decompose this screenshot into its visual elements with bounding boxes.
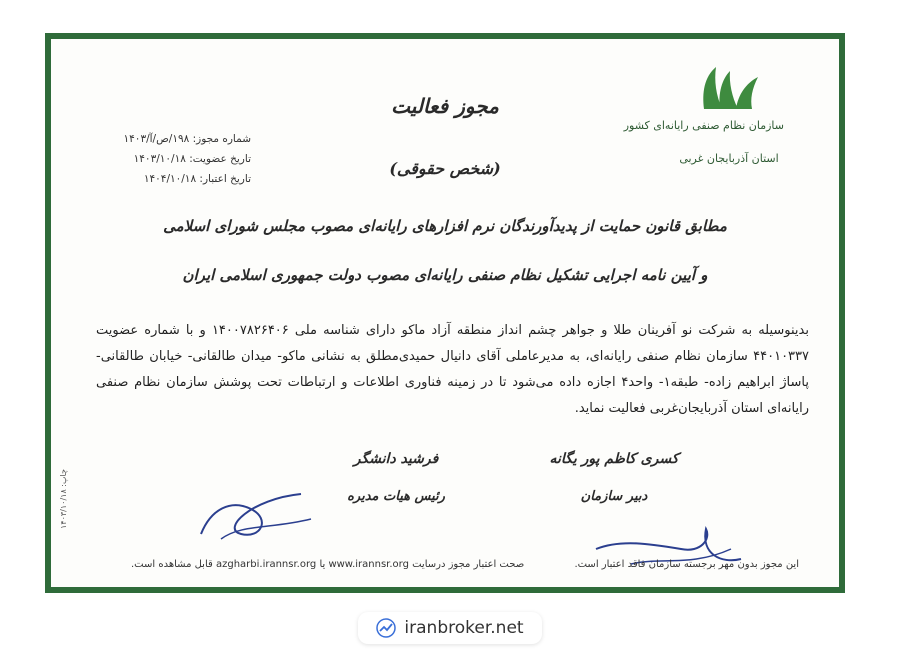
- footer-verification-note: صحت اعتبار مجوز درسایت www.irannsr.org یا azgharbi.irannsr.org قابل مشاهده است.: [131, 559, 525, 570]
- org-province: استان آذربایجان غربی: [679, 152, 779, 165]
- document-subtitle: (شخص حقوقی): [389, 159, 501, 178]
- org-name: سازمان نظام صنفی رایانه‌ای کشور: [623, 119, 784, 132]
- signature-block-chairman: [316, 451, 476, 504]
- watermark-badge: [358, 612, 541, 644]
- signature-block-secretary: [534, 451, 694, 504]
- membership-date: تاریخ عضویت: ۱۴۰۳/۱۰/۱۸: [133, 153, 251, 165]
- validity-date: تاریخ اعتبار: ۱۴۰۴/۱۰/۱۸: [143, 173, 251, 185]
- footer-validity-note: این مجوز بدون مهر برجسته سازمان فاقد اعتبار است.: [574, 559, 799, 570]
- watermark-text: iranbroker.net: [404, 618, 524, 638]
- signer-role: رئیس هیات مدیره: [347, 489, 445, 504]
- signer-role: دبیر سازمان: [580, 489, 648, 504]
- law-line-2: و آیین نامه اجرایی تشکیل نظام صنفی رایانه‌ای مصوب دولت جمهوری اسلامی ایران: [182, 266, 708, 284]
- license-number: شماره مجوز: ۱۹۸/ص/آ/۱۴۰۳: [123, 133, 251, 145]
- chairman-signature-icon: [191, 479, 321, 549]
- trend-chart-icon: [376, 618, 396, 638]
- license-meta: [91, 129, 251, 189]
- law-line-1: مطابق قانون حمایت از پدیدآورندگان نرم افزارهای رایانه‌ای مصوب مجلس شورای اسلامی: [163, 217, 727, 235]
- license-body-text: بدینوسیله به شرکت نو آفرینان طلا و جواهر چشم انداز منطقه آزاد ماکو دارای شناسه ملی ۱۴۰۰۷۸۲۶۴۰۶ و با شماره عضویت ۴۴۰۱۰۳۳۷ سازمان نظام صنفی رایانه‌ای، به مدیرعاملی آقای دانیال حمیدی‌مطلق به نشانی ماکو- میدان طالقانی- خیابان طالقانی- پاساژ ابراهیم زاده- طبقه۱- واحد۴ اجازه داده می‌شود تا در زمینه فناوری اطلاعات و ارتباطات تحت پوشش سازمان نظام صنفی رایانه‌ای استان آذربایجان‌غربی فعالیت نماید.: [96, 323, 809, 416]
- print-date: چاپ: ۱۴۰۳/۱۰/۱۸: [59, 469, 68, 529]
- certificate-frame: [45, 33, 845, 593]
- document-title: مجوز فعالیت: [391, 94, 499, 118]
- watermark: [0, 612, 900, 644]
- signer-name: فرشید دانشگر: [353, 451, 439, 467]
- signer-name: کسری کاظم پور یگانه: [549, 451, 679, 467]
- secretary-signature-icon: [591, 519, 751, 579]
